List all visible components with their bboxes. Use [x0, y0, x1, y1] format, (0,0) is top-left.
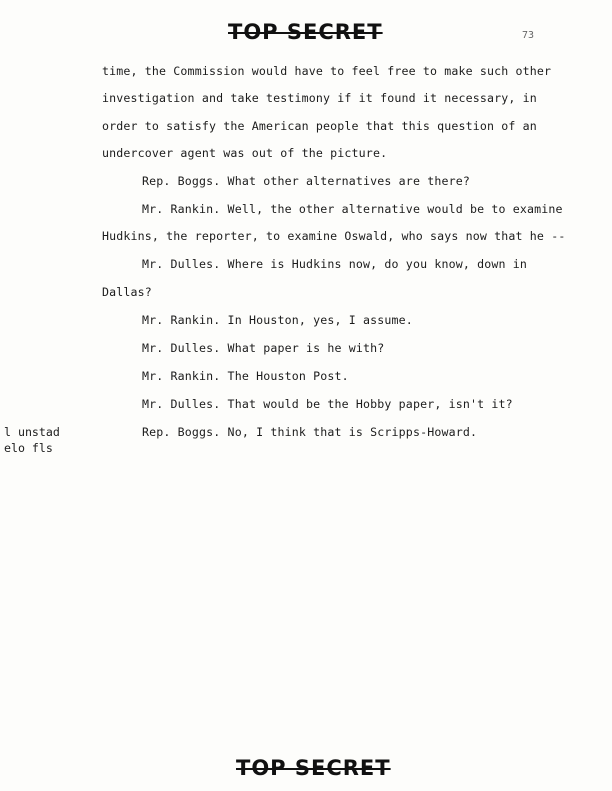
transcript-line: order to satisfy the American people that this question of an — [102, 119, 537, 133]
transcript-line: Mr. Rankin. Well, the other alternative would be to examine — [142, 202, 563, 216]
margin-note-line-2: elo fls — [4, 441, 53, 455]
transcript-line: investigation and take testimony if it found it necessary, in — [102, 91, 537, 105]
transcript-line: Mr. Dulles. Where is Hudkins now, do you know, down in — [142, 257, 528, 271]
transcript-line: Mr. Rankin. In Houston, yes, I assume. — [142, 313, 413, 327]
transcript-line: Mr. Dulles. What paper is he with? — [142, 341, 385, 355]
transcript-line: Mr. Rankin. The Houston Post. — [142, 369, 349, 383]
transcript-line: Dallas? — [102, 285, 152, 299]
transcript-line: Mr. Dulles. That would be the Hobby paper, isn't it? — [142, 397, 513, 411]
page-number: 73 — [522, 30, 535, 41]
transcript-line: Rep. Boggs. What other alternatives are there? — [142, 174, 470, 188]
transcript-line: Hudkins, the reporter, to examine Oswald, who says now that he -- — [102, 229, 566, 243]
transcript-line: time, the Commission would have to feel free to make such other — [102, 64, 552, 78]
top-secret-stamp-header: TOP SECRET — [228, 20, 383, 44]
transcript-line: Rep. Boggs. No, I think that is Scripps-Howard. — [142, 425, 478, 439]
margin-note-line-1: l unstad — [4, 425, 60, 439]
transcript-line: undercover agent was out of the picture. — [102, 146, 388, 160]
top-secret-stamp-footer: TOP SECRET — [236, 756, 391, 780]
